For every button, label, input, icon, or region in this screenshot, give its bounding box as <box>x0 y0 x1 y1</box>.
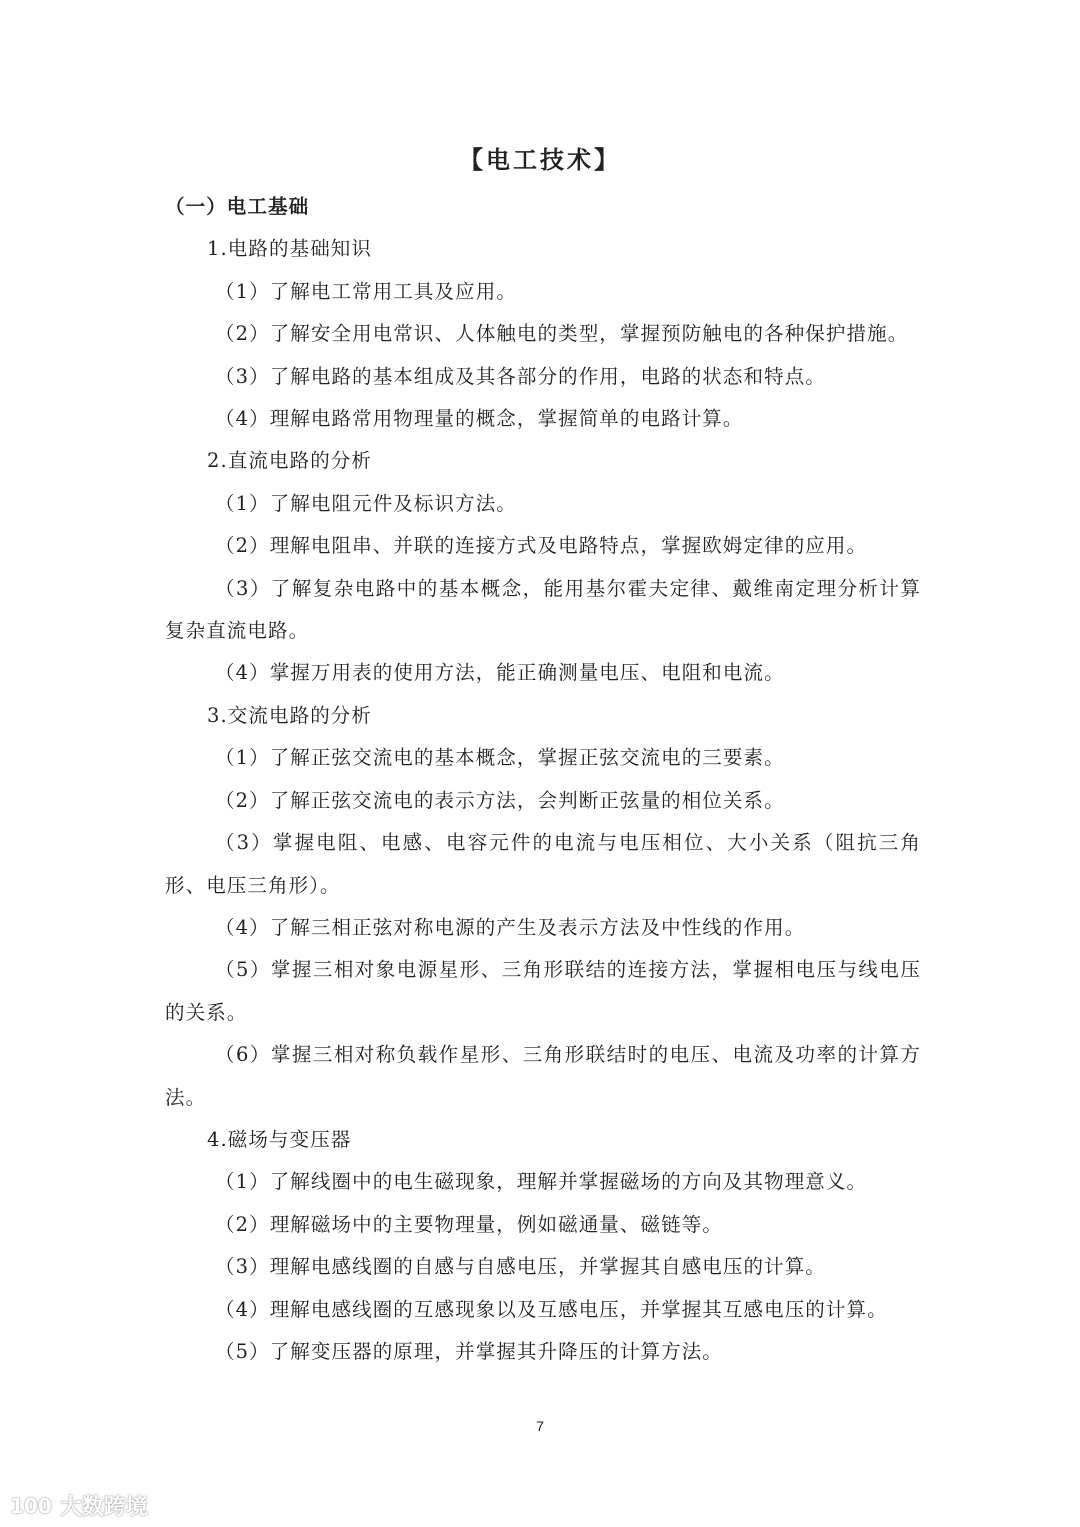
list-item: （4）理解电感线圈的互感现象以及互感电压，并掌握其互感电压的计算。 <box>215 1297 888 1321</box>
list-item: （2）了解正弦交流电的表示方法，会判断正弦量的相位关系。 <box>215 788 785 812</box>
document-body <box>165 186 921 1373</box>
subsection-heading: 4.磁场与变压器 <box>207 1127 352 1151</box>
list-item: （1）了解电工常用工具及应用。 <box>215 279 517 303</box>
watermark <box>10 1490 148 1521</box>
watermark-logo-icon: 100 <box>10 1493 52 1518</box>
list-item: （2）理解磁场中的主要物理量，例如磁通量、磁链等。 <box>215 1212 723 1236</box>
list-item: （4）理解电路常用物理量的概念，掌握简单的电路计算。 <box>215 407 744 431</box>
list-item: （3）掌握电阻、电感、电容元件的电流与电压相位、大小关系（阻抗三角形、电压三角形）。 <box>165 831 921 897</box>
list-item: （1）了解线圈中的电生磁现象，理解并掌握磁场的方向及其物理意义。 <box>215 1170 868 1194</box>
list-item: （5）掌握三相对象电源星形、三角形联结的连接方法，掌握相电压与线电压的关系。 <box>165 958 921 1024</box>
list-item: （6）掌握三相对称负载作星形、三角形联结时的电压、电流及功率的计算方法。 <box>165 1043 921 1109</box>
list-item: （3）了解电路的基本组成及其各部分的作用，电路的状态和特点。 <box>215 364 826 388</box>
list-item: （2）了解安全用电常识、人体触电的类型，掌握预防触电的各种保护措施。 <box>215 322 909 346</box>
page-number: 7 <box>536 1418 544 1434</box>
document-title: 【电工技术】 <box>459 145 621 174</box>
subsection-heading: 3.交流电路的分析 <box>207 703 373 727</box>
list-item: （5）了解变压器的原理，并掌握其升降压的计算方法。 <box>215 1339 723 1363</box>
list-item: （3）了解复杂电路中的基本概念，能用基尔霍夫定律、戴维南定理分析计算复杂直流电路。 <box>165 576 921 643</box>
subsection-heading: 2.直流电路的分析 <box>207 449 373 473</box>
list-item: （4）了解三相正弦对称电源的产生及表示方法及中性线的作用。 <box>215 915 806 939</box>
watermark-text: 大数跨境 <box>59 1495 148 1520</box>
section-heading: （一）电工基础 <box>165 195 310 218</box>
content-blocks <box>165 228 921 1373</box>
subsection-heading: 1.电路的基础知识 <box>207 237 373 261</box>
list-item: （2）理解电阻串、并联的连接方式及电路特点，掌握欧姆定律的应用。 <box>215 534 868 558</box>
list-item: （4）掌握万用表的使用方法，能正确测量电压、电阻和电流。 <box>215 661 785 685</box>
list-item: （1）了解正弦交流电的基本概念，掌握正弦交流电的三要素。 <box>215 746 785 770</box>
list-item: （1）了解电阻元件及标识方法。 <box>215 491 517 515</box>
list-item: （3）理解电感线圈的自感与自感电压，并掌握其自感电压的计算。 <box>215 1255 826 1279</box>
